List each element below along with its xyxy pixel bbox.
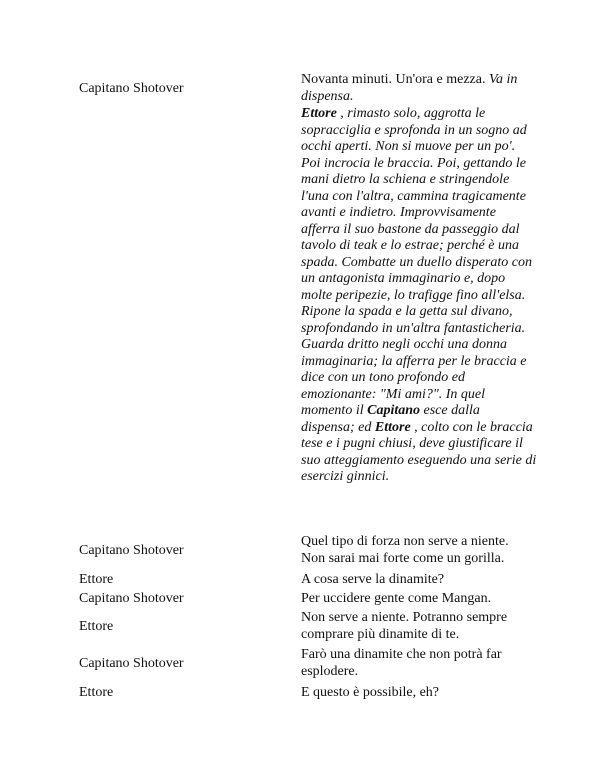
dialogue-text [301,610,561,643]
character-name: Ettore [374,419,411,435]
stage-text: , rimasto solo, aggrotta le sopracciglia e sprofonda in un sogno ad occhi aperti. Non si muove per un po'. Poi incrocia le braccia. Poi, gettando le mani dietro la schiena e stringendole l'una con l'altra, cammina tragicamente avanti e indietro. Improvvisamente afferra il suo bastone da passeggio dal tavolo di teak e lo estrae; perché è una spada. Combatte un duello disperato con un antagonista immaginario e, dopo molte peripezie, lo trafigge fino all'elsa. Ripone la spada e la getta sul divano, sprofondando in un'altra fantasticheria. Guarda dritto negli occhi una donna immaginaria; la afferra per le braccia e dice con un tono profondo ed emozionante: "Mi ami?". In quel momento il [301,106,532,418]
dialogue-line: A cosa serve la dinamite? [301,572,445,587]
dialogue-text [301,591,533,608]
speaker-name: Capitano Shotover [79,656,184,671]
speaker-name: Capitano Shotover [79,591,184,606]
dialogue-line: Novanta minuti. Un'ora e mezza. [301,72,486,87]
speaker-name: Capitano Shotover [79,81,184,96]
speaker-name: Ettore [79,619,114,634]
dialogue-line: Farò una dinamite che non potrà far [301,647,502,662]
dialogue-line: Quel tipo di forza non serve a niente. [301,534,509,549]
dialogue-line: esplodere. [301,663,359,679]
character-name: Ettore [301,106,337,121]
dialogue-line: Non sarai mai forte come un gorilla. [301,550,505,566]
stage-direction [301,106,537,486]
speaker-name: Capitano Shotover [79,543,184,558]
stage-text: esce dalla dispensa; ed [301,403,480,435]
dialogue-text [301,685,533,702]
dialogue-line: E questo è possibile, eh? [301,685,440,700]
dialogue-line: Per uccidere gente come Mangan. [301,591,492,606]
dialogue-line: comprare più dinamite di te. [301,626,460,642]
inline-stage-direction: Va in dispensa. [301,72,518,104]
dialogue-text [301,534,561,567]
dialogue-text [301,72,533,105]
dialogue-text [301,647,561,680]
speaker-name: Ettore [79,685,114,700]
speaker-name: Ettore [79,572,114,587]
dialogue-text [301,572,533,589]
character-name: Capitano [367,403,421,418]
dialogue-line: Non serve a niente. Potranno sempre [301,610,508,625]
stage-text: , colto con le braccia tese e i pugni chiusi, deve giustificare il suo atteggiamento eseguendo una serie di esercizi ginnici. [301,419,537,484]
